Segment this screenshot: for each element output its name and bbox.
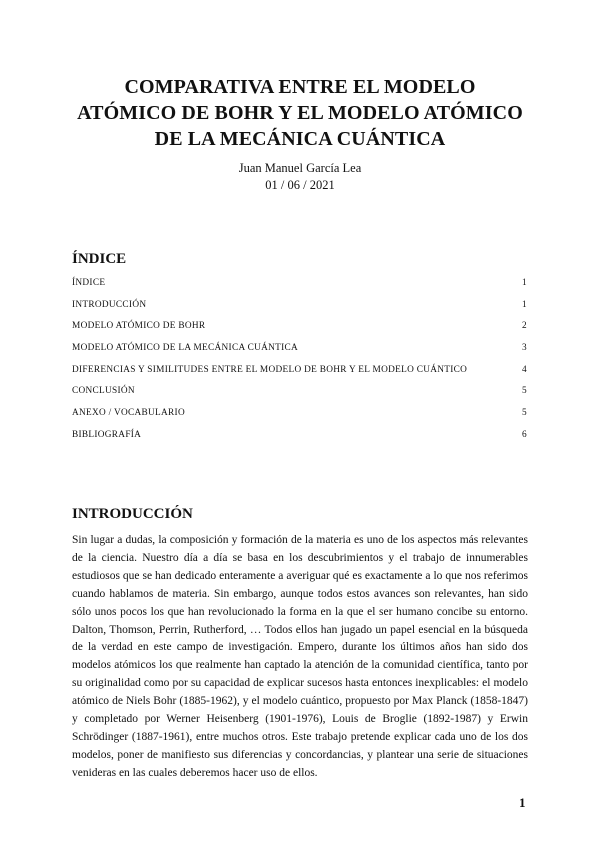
section-heading-introduccion: INTRODUCCIÓN	[72, 506, 193, 522]
toc-entry[interactable]	[72, 386, 528, 408]
title-line: COMPARATIVA ENTRE EL MODELO	[124, 76, 476, 98]
document-title	[0, 74, 600, 152]
toc-entry[interactable]	[72, 343, 528, 365]
table-of-contents	[72, 278, 528, 452]
title-line: DE LA MECÁNICA CUÁNTICA	[154, 128, 446, 150]
toc-entry-label: CONCLUSIÓN	[72, 386, 135, 397]
toc-entry-label: ÍNDICE	[72, 278, 106, 288]
toc-entry-label: MODELO ATÓMICO DE BOHR	[72, 321, 206, 332]
toc-entry[interactable]	[72, 300, 528, 322]
toc-entry-page: 5	[522, 408, 527, 419]
toc-entry[interactable]	[72, 278, 528, 300]
toc-entry-page: 3	[522, 343, 527, 354]
page-number: 1	[519, 795, 526, 810]
toc-entry-page: 1	[522, 299, 527, 310]
title-line: ATÓMICO DE BOHR Y EL MODELO ATÓMICO	[77, 102, 523, 124]
toc-entry[interactable]	[72, 430, 528, 452]
toc-entry-page: 5	[522, 386, 527, 397]
intro-paragraph: Sin lugar a dudas, la composición y formación de la materia es uno de los aspectos más relevantes de la ciencia. Nuestro día a día se basa en los descubrimientos y el trabajo de innumerables estudiosos que se han dedicado enteramente a averiguar qué es exactamente a lo que nos referimos cuando hablamos de materia. Sin embargo, aunque todos estos avances son relevantes, han sido sólo unos pocos los que han revolucionado la forma en la que el ser humano concibe su entorno. Dalton, Thomson, Perrin, Rutherford, … Todos ellos han jugado un papel esencial en la búsqueda de la verdad en este campo de investigación. Empero, durante los últimos años han sido dos modelos atómicos los que realmente han captado la atención de la comunidad científica, tanto por su originalidad como por su capacidad de explicar sucesos hasta entonces inexplicables: el modelo atómico de Niels Bohr (1885-1962), y el modelo cuántico, propuesto por Max Planck (1858-1847) y completado por Werner Heisenberg (1901-1976), Louis de Broglie (1892-1987) y Erwin Schrödinger (1887-1961), entre muchos otros. Este trabajo pretende explicar cada uno de los dos modelos, poner de manifiesto sus diferencias y concordancias, y plantear una serie de situaciones venideras en las cuales deberemos hacer uso de ellos.	[72, 534, 528, 779]
document-meta	[0, 160, 600, 194]
toc-entry-label: BIBLIOGRAFÍA	[72, 429, 142, 440]
toc-entry-page: 4	[522, 364, 527, 375]
toc-entry-label: MODELO ATÓMICO DE LA MECÁNICA CUÁNTICA	[72, 343, 299, 354]
toc-entry-page: 1	[522, 278, 527, 288]
toc-heading: ÍNDICE	[72, 251, 127, 267]
toc-entry-label: DIFERENCIAS Y SIMILITUDES ENTRE EL MODELO DE BOHR Y EL MODELO CUÁNTICO	[72, 364, 468, 375]
toc-entry[interactable]	[72, 408, 528, 430]
toc-entry[interactable]	[72, 365, 528, 387]
date: 01 / 06 / 2021	[265, 178, 335, 192]
toc-entry-page: 2	[522, 321, 527, 332]
toc-entry[interactable]	[72, 321, 528, 343]
author: Juan Manuel García Lea	[238, 161, 362, 175]
toc-entry-label: INTRODUCCIÓN	[72, 299, 147, 310]
toc-entry-label: ANEXO / VOCABULARIO	[72, 408, 185, 419]
toc-entry-page: 6	[522, 429, 527, 440]
